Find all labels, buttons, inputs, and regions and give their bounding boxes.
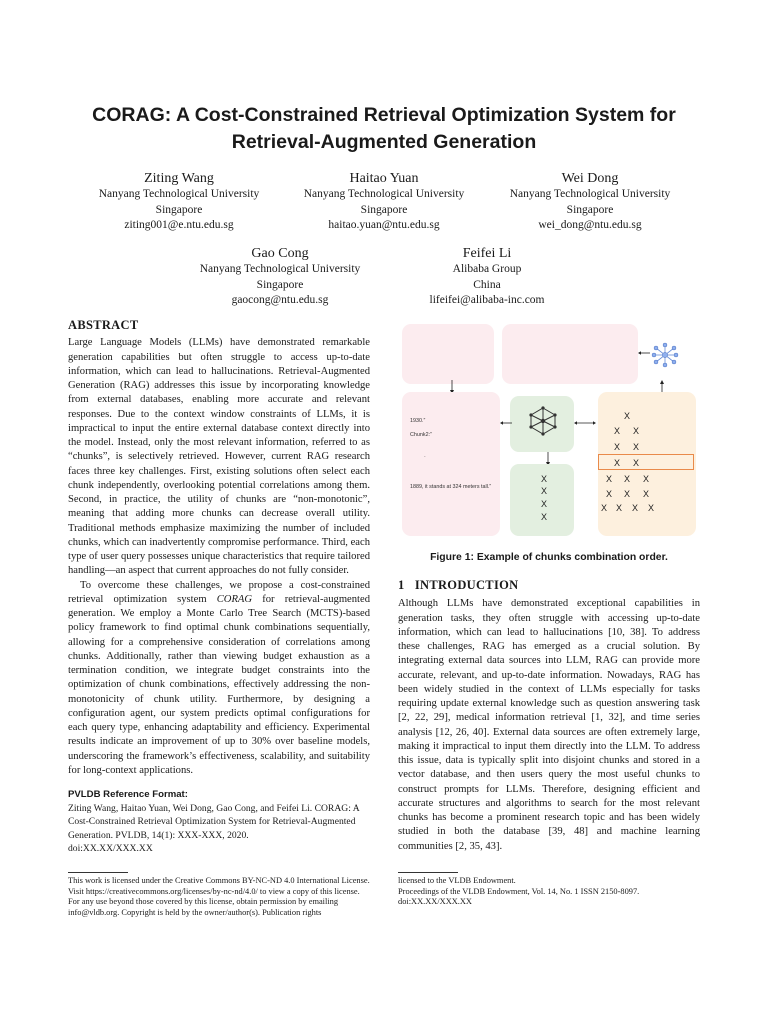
arrow-left-icon — [500, 420, 512, 426]
chunk-ellipsis: · — [424, 454, 426, 460]
section-title: INTRODUCTION — [414, 578, 519, 592]
footnote-rule — [398, 872, 458, 873]
author-affiliation: Nanyang Technological University — [199, 263, 361, 275]
chunks-panel — [402, 392, 500, 536]
author-block — [387, 245, 587, 309]
chunk-3-text: 1889, it stands at 324 meters tall.” — [410, 484, 492, 490]
chunk-1-text: 1930.” — [410, 418, 426, 424]
double-arrow-icon — [574, 420, 596, 426]
author-email: ziting001@e.ntu.edu.sg — [124, 219, 234, 231]
x-mark: X — [616, 503, 623, 513]
selected-path-highlight — [598, 454, 694, 470]
paper-title — [40, 102, 728, 156]
author-name: Feifei Li — [462, 246, 512, 261]
proceedings-line-2: Proceedings of the VLDB Endowment, Vol. 14, No. 1 ISSN 2150-8097. — [398, 886, 640, 896]
proceedings-footnote — [398, 876, 700, 908]
abstract-heading: ABSTRACT — [68, 318, 139, 332]
section-number: 1 — [398, 578, 405, 592]
author-affiliation: Nanyang Technological University — [98, 188, 260, 200]
arrow-left-icon — [638, 350, 650, 356]
author-affiliation: Nanyang Technological University — [303, 188, 465, 200]
x-mark: X — [541, 512, 548, 522]
x-mark: X — [606, 489, 613, 499]
x-mark: X — [633, 426, 640, 436]
x-mark: X — [643, 474, 650, 484]
author-name: Ziting Wang — [144, 171, 214, 186]
title-line-1: CORAG: A Cost-Constrained Retrieval Optimization System for — [92, 104, 676, 126]
author-block — [284, 170, 484, 234]
system-name: CORAG — [216, 593, 253, 605]
author-country: Singapore — [360, 203, 408, 216]
title-line-2: Retrieval-Augmented Generation — [231, 131, 537, 153]
proceedings-line-3: doi:XX.XX/XXX.XX — [398, 897, 472, 906]
author-country: Singapore — [155, 203, 203, 216]
author-block — [79, 170, 279, 234]
network-icon — [650, 342, 680, 368]
proceedings-line-1: licensed to the VLDB Endowment. — [398, 876, 516, 885]
abstract-paragraph-1: Large Language Models (LLMs) have demonstrated remarkable generation capabilities but often struggle to access up-to-date information, which can lead to hallucinations. Retrieval-Augmented Generation (RAG) addresses this issue by incorporating knowledge from external databases, enabling more accurate and relevant responses. Due to the context window constraints of LLMs, it is impractical to input the entire external database context directly into the model. Instead, only the most relevant information, referred to as “chunks”, is selectively retrieved. However, current RAG research faces three key challenges. First, existing solutions often select each chunk independently, overlooking potential correlations among them. Second, in practice, the utility of chunks are “non-monotonic”, meaning that adding more chunks can decrease overall utility. Traditional methods emphasize maximizing the number of included chunks, which can inadvertently compromise performance. Third, each type of user query possesses unique characteristics that require tailored handling—an aspect that current approaches do not fully consider. — [68, 337, 370, 577]
author-email: haitao.yuan@ntu.edu.sg — [328, 219, 440, 231]
author-country: China — [473, 278, 501, 291]
author-name: Haitao Yuan — [349, 171, 419, 186]
x-mark: X — [643, 489, 650, 499]
footnote-rule — [68, 872, 128, 873]
author-email: wei_dong@ntu.edu.sg — [538, 219, 642, 231]
abstract-paragraph-2 — [68, 579, 370, 779]
author-name: Wei Dong — [561, 171, 619, 186]
x-mark: X — [624, 489, 631, 499]
license-footnote: This work is licensed under the Creative Commons BY-NC-ND 4.0 International License. Visit https://creativecommons.org/licenses/by-nc-nd/4.0/ to view a copy of this license. For any use beyond those covered by this license, obtain permission by emailing info@vldb.org. Copyright is held by the owner/author(s). Publication rights — [68, 876, 370, 917]
x-mark: X — [541, 474, 548, 484]
figure-panel-top-left — [402, 324, 494, 384]
author-affiliation: Nanyang Technological University — [509, 188, 671, 200]
cube-network-icon — [528, 406, 558, 436]
x-mark: X — [633, 442, 640, 452]
author-affiliation: Alibaba Group — [452, 263, 522, 275]
author-name: Gao Cong — [251, 246, 309, 261]
x-mark: X — [541, 499, 548, 509]
x-mark: X — [606, 474, 613, 484]
left-column — [68, 318, 370, 855]
reference-format-heading: PVLDB Reference Format: — [68, 789, 188, 800]
x-mark: X — [624, 411, 631, 421]
x-mark: X — [614, 442, 621, 452]
author-country: Singapore — [256, 278, 304, 291]
reference-format-text: Ziting Wang, Haitao Yuan, Wei Dong, Gao Cong, and Feifei Li. CORAG: A Cost-Constrained Retrieval Optimization System for Retrieval-Augmented Generation. PVLDB, 14(1): XXX-XXX, 2020. — [68, 803, 360, 841]
x-mark: X — [614, 458, 621, 468]
introduction-paragraph: Although LLMs have demonstrated exceptional capabilities in generation tasks, they often struggle with accessing up-to-date information, which can lead to hallucinations [10, 38]. To address these challenges, RAG has emerged as a crucial solution. By integrating external data sources into LLM, RAG can provide more accurate, relevant, and up-to-date information. Nowadays, RAG has been widely studied in the context of LLMs especially for tasks requiring update external knowledge such as question answering task [2, 22, 29], medical information retrieval [1, 32], and time series analysis [12, 26, 40]. External data sources are often extremely large, making it impractical to input them directly into the LLM. To address this issue, data is typically split into disjoint chunks and stored in a vector database, and then users query the most useful chunks to construct prompts for LLMs. Therefore, designing efficient and accurate structures and algorithms to search for the most relevant chunks has become a prominent research topic and has been widely studied in both the database [39, 48] and machine learning communities [2, 35, 43]. — [398, 598, 700, 852]
figure-caption: Figure 1: Example of chunks combination order. — [430, 552, 668, 563]
figure-panel-top-center — [502, 324, 638, 384]
right-column — [398, 578, 700, 854]
x-mark: X — [541, 486, 548, 496]
x-mark: X — [624, 474, 631, 484]
author-country: Singapore — [566, 203, 614, 216]
abstract-p2-start: To overcome these challenges, we propose a cost-constrained retrieval optimization system — [68, 579, 370, 605]
author-email: gaocong@ntu.edu.sg — [231, 294, 329, 306]
author-block — [180, 245, 380, 309]
x-mark: X — [632, 503, 639, 513]
x-mark: X — [648, 503, 655, 513]
reference-format-doi: doi:XX.XX/XXX.XX — [68, 842, 153, 854]
chunk-2-text: Chunk2:” — [410, 432, 432, 438]
author-email: lifeifei@alibaba-inc.com — [429, 294, 545, 306]
x-mark: X — [614, 426, 621, 436]
introduction-heading — [398, 578, 700, 592]
figure-1 — [398, 320, 700, 542]
x-mark: X — [601, 503, 608, 513]
x-mark: X — [633, 458, 640, 468]
author-block — [490, 170, 690, 234]
abstract-p2-end: for retrieval-augmented generation. We employ a Monte Carlo Tree Search (MCTS)-based policy framework to find optimal chunk combinations sequentially, allowing for a comprehensive consideration of correlations among chunks. Additionally, rather than viewing budget exhaustion as a termination condition, we integrate budget constraints into the optimization of chunk combinations, effectively addressing the non-monotonicity of chunk utility. Furthermore, by designing a configuration agent, our system predicts optimal configurations for each query type, enhancing adaptability and efficiency. Experimental results indicate an improvement of up to 30% over baseline models, underscoring the framework’s effectiveness, scalability, and suitability for long-context applications. — [68, 593, 370, 776]
